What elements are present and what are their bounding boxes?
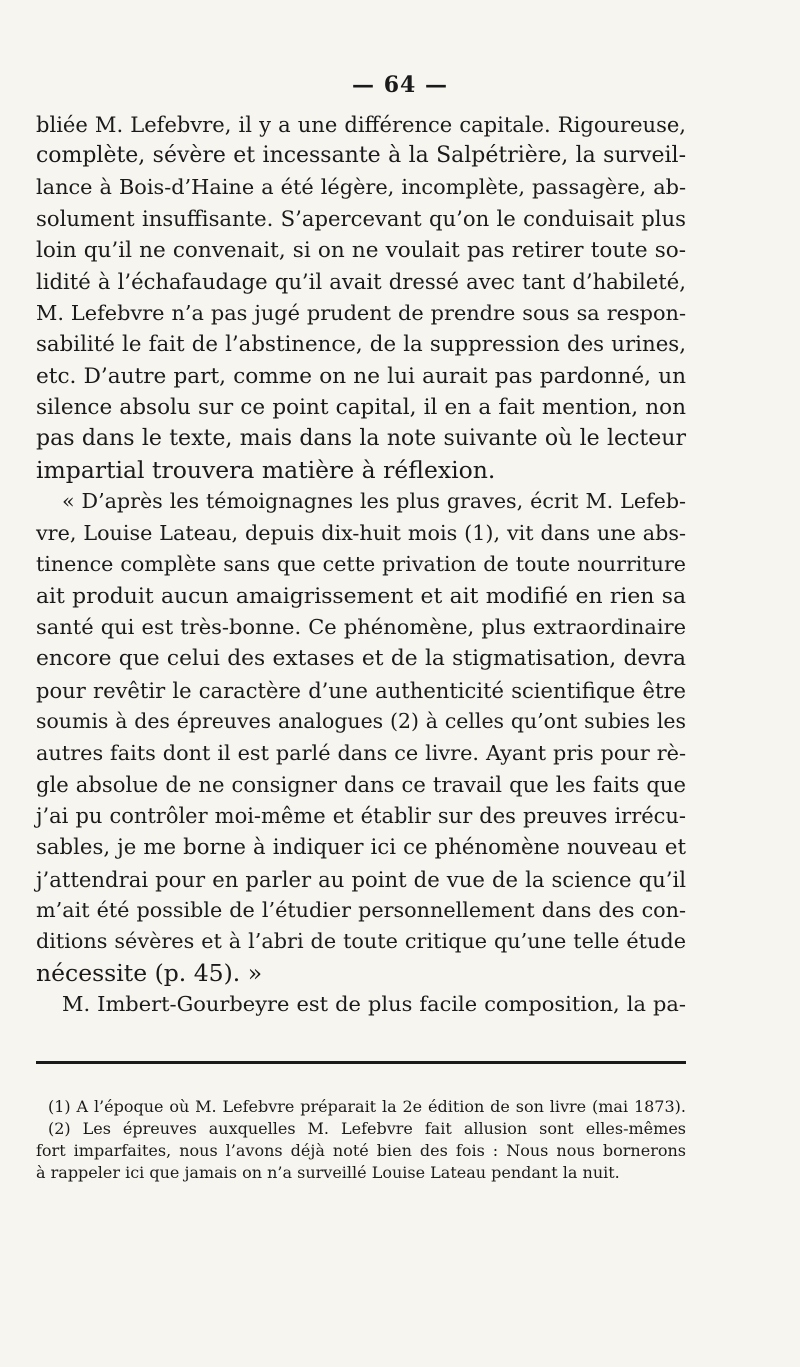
- text-line: « D’après les témoignagnes les plus graves, écrit M. Lefeb-: [62, 489, 686, 514]
- text-line: santé qui est très-bonne. Ce phénomène, plus extraordinaire: [36, 615, 686, 639]
- text-line: complète, sévère et incessante à la Salpétrière, la surveil-: [36, 143, 686, 169]
- page-number: — 64 —: [352, 72, 448, 98]
- text-line: nécessite (p. 45). »: [36, 958, 263, 987]
- text-line: vre, Louise Lateau, depuis dix-huit mois (1), vit dans une abs-: [36, 520, 686, 545]
- text-line: lance à Bois-d’Haine a été légère, incomplète, passagère, ab-: [36, 174, 686, 199]
- text-line: ait produit aucun amaigrissement et ait modifié en rien sa: [36, 583, 686, 609]
- footnote-line: à rappeler ici que jamais on n’a surveillé Louise Lateau pendant la nuit.: [36, 1163, 620, 1182]
- text-line: pas dans le texte, mais dans la note suivante où le lecteur: [36, 426, 686, 452]
- text-line: impartial trouvera matière à réflexion.: [36, 455, 496, 484]
- text-line: ditions sévères et à l’abri de toute critique qu’une telle étude: [36, 929, 686, 954]
- footnote-line: fort imparfaites, nous l’avons déjà noté bien des fois : Nous nous bornerons: [36, 1141, 686, 1160]
- text-line: etc. D’autre part, comme on ne lui aurait pas pardonné, un: [36, 363, 686, 389]
- text-line: bliée M. Lefebvre, il y a une différence capitale. Rigoureuse,: [36, 112, 686, 137]
- text-line: solument insuffisante. S’apercevant qu’on le conduisait plus: [36, 206, 686, 232]
- text-line: M. Lefebvre n’a pas jugé prudent de prendre sous sa respon-: [36, 300, 686, 325]
- text-line: M. Imbert-Gourbeyre est de plus facile composition, la pa-: [62, 992, 686, 1017]
- text-line: sabilité le fait de l’abstinence, de la suppression des urines,: [36, 332, 686, 358]
- text-line: lidité à l’échafaudage qu’il avait dressé avec tant d’habileté,: [36, 269, 686, 295]
- text-line: encore que celui des extases et de la stigmatisation, devra: [36, 646, 686, 672]
- text-line: j’attendrai pour en parler au point de vue de la science qu’il: [36, 866, 686, 892]
- footnote-rule: [36, 1061, 686, 1064]
- text-line: j’ai pu contrôler moi-même et établir sur des preuves irrécu-: [36, 803, 686, 828]
- text-line: tinence complète sans que cette privation de toute nourriture: [36, 552, 686, 577]
- footnote-line: (1) A l’époque où M. Lefebvre préparait la 2e édition de son livre (mai 1873).: [48, 1097, 686, 1116]
- text-line: autres faits dont il est parlé dans ce livre. Ayant pris pour rè-: [36, 740, 686, 765]
- text-line: soumis à des épreuves analogues (2) à celles qu’ont subies les: [36, 709, 686, 734]
- text-line: sables, je me borne à indiquer ici ce phénomène nouveau et: [36, 835, 686, 861]
- text-line: loin qu’il ne convenait, si on ne voulait pas retirer toute so-: [36, 237, 686, 263]
- text-line: gle absolue de ne consigner dans ce travail que les faits que: [36, 772, 686, 798]
- footnotes: [36, 1096, 686, 1184]
- text-line: m’ait été possible de l’étudier personnellement dans des con-: [36, 897, 686, 922]
- footnote-line: (2) Les épreuves auxquelles M. Lefebvre fait allusion sont elles-mêmes: [48, 1119, 686, 1138]
- text-line: silence absolu sur ce point capital, il en a fait mention, non: [36, 394, 686, 420]
- body-text: [36, 109, 686, 1021]
- text-line: pour revêtir le caractère d’une authenticité scientifique être: [36, 677, 686, 703]
